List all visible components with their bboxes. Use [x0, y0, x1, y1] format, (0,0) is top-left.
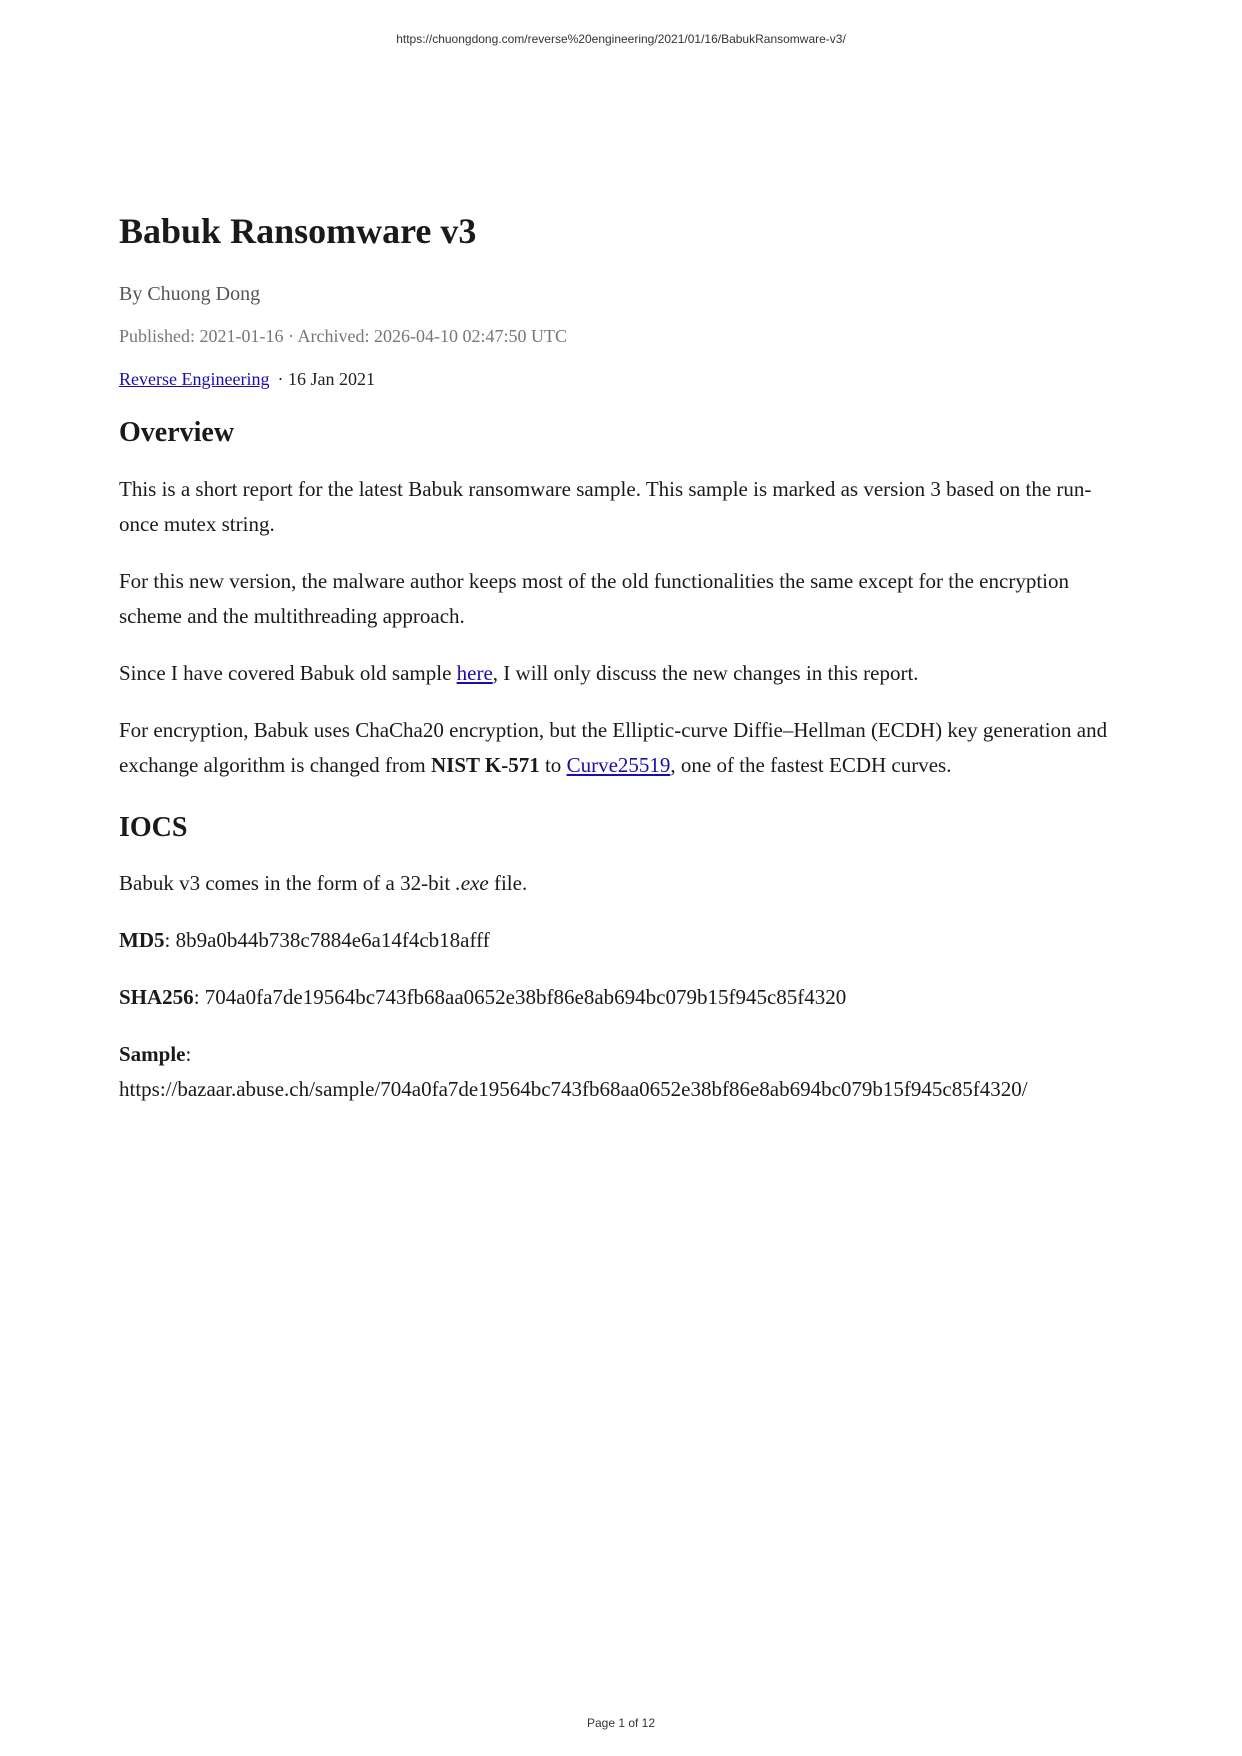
sample-label: Sample — [119, 1042, 186, 1067]
overview-paragraph-3 — [119, 656, 1129, 691]
sample-line — [119, 1037, 1129, 1107]
p4-text-mid: to — [539, 752, 567, 777]
article-content — [119, 210, 1129, 1129]
category-link[interactable]: Reverse Engineering — [119, 369, 270, 390]
md5-value: : 8b9a0b44b738c7884e6a14f4cb18afff — [164, 928, 490, 953]
sha256-line — [119, 980, 1129, 1015]
article-title: Babuk Ransomware v3 — [119, 211, 477, 251]
sample-colon: : — [185, 1042, 192, 1067]
article-byline: By Chuong Dong — [119, 283, 261, 306]
iocs-heading: IOCS — [119, 811, 188, 843]
exe-extension: .exe — [455, 871, 489, 896]
iocs-intro-after: file. — [488, 871, 528, 896]
published-archived-line: Published: 2021-01-16 · Archived: 2026-04-10 02:47:50 UTC — [119, 326, 567, 347]
page-number-footer: Page 1 of 12 — [586, 1716, 656, 1730]
p4-text-before: For encryption, Babuk uses ChaCha20 encryption, but the Elliptic-curve Diffie–Hellman (ECDH) key generation and exchange algorithm is changed from — [119, 717, 1108, 777]
p3-text-after: , I will only discuss the new changes in this report. — [492, 660, 919, 685]
iocs-intro — [119, 866, 1129, 901]
page-url-header: https://chuongdong.com/reverse%20engineering/2021/01/16/BabukRansomware-v3/ — [396, 32, 846, 46]
post-date: · 16 Jan 2021 — [277, 369, 375, 390]
md5-label: MD5 — [119, 928, 165, 953]
category-date-row — [119, 369, 1129, 390]
p4-text-after: , one of the fastest ECDH curves. — [670, 752, 952, 777]
overview-paragraph-4 — [119, 713, 1129, 783]
overview-paragraph-2: For this new version, the malware author keeps most of the old functionalities the same except for the encryption scheme and the multithreading approach. — [119, 568, 1069, 628]
sha256-value: : 704a0fa7de19564bc743fb68aa0652e38bf86e8ab694bc079b15f945c85f4320 — [193, 985, 847, 1010]
sample-url: https://bazaar.abuse.ch/sample/704a0fa7de19564bc743fb68aa0652e38bf86e8ab694bc079b15f945c85f4320/ — [119, 1077, 1028, 1102]
iocs-intro-before: Babuk v3 comes in the form of a 32-bit — [119, 871, 456, 896]
old-sample-link[interactable]: here — [456, 660, 493, 685]
md5-line — [119, 923, 1129, 958]
nist-k571-text: NIST K-571 — [430, 752, 540, 777]
sha256-label: SHA256 — [119, 985, 194, 1010]
overview-heading: Overview — [119, 417, 235, 449]
p3-text-before: Since I have covered Babuk old sample — [119, 660, 457, 685]
curve25519-link[interactable]: Curve25519 — [566, 752, 671, 777]
overview-paragraph-1: This is a short report for the latest Babuk ransomware sample. This sample is marked as version 3 based on the run-once mutex string. — [119, 476, 1092, 536]
